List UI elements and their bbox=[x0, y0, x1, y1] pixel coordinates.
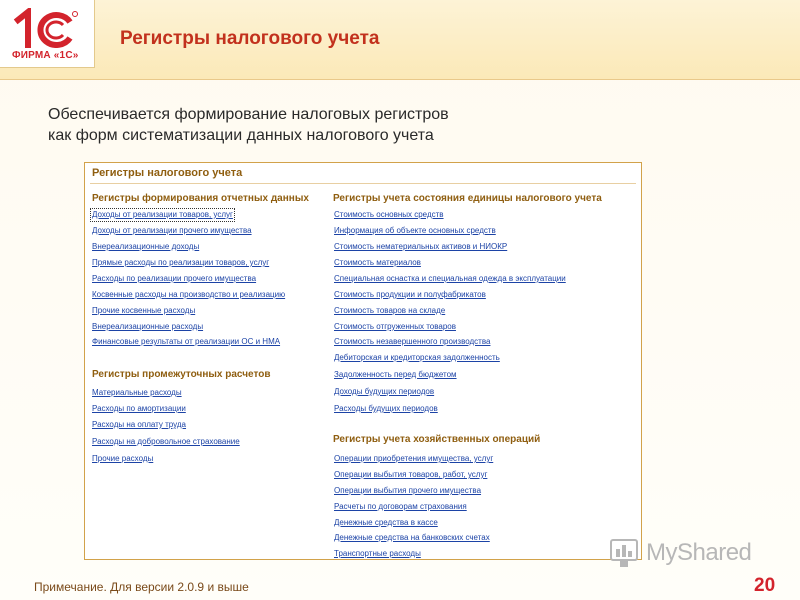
register-link[interactable]: Прочие косвенные расходы bbox=[92, 306, 196, 315]
section-heading-reporting: Регистры формирования отчетных данных bbox=[92, 193, 309, 204]
panel-divider bbox=[90, 183, 636, 184]
register-link[interactable]: Доходы будущих периодов bbox=[334, 387, 435, 396]
register-link[interactable]: Прочие расходы bbox=[92, 454, 154, 463]
register-link[interactable]: Задолженность перед бюджетом bbox=[334, 370, 457, 379]
subtitle bbox=[48, 104, 648, 146]
slide-title: Регистры налогового учета bbox=[120, 28, 380, 49]
register-link[interactable]: Дебиторская и кредиторская задолженность bbox=[334, 353, 500, 362]
logo-text: ФИРМА «1С» bbox=[12, 50, 79, 61]
page-number: 20 bbox=[754, 575, 776, 596]
register-link[interactable]: Косвенные расходы на производство и реализацию bbox=[92, 290, 286, 299]
tax-registers-panel bbox=[84, 162, 642, 560]
register-link[interactable]: Стоимость товаров на складе bbox=[334, 306, 446, 315]
register-link[interactable]: Расходы по реализации прочего имущества bbox=[92, 274, 257, 283]
register-link[interactable]: Расходы будущих периодов bbox=[334, 404, 438, 413]
register-link[interactable]: Информация об объекте основных средств bbox=[334, 226, 496, 235]
section-heading-unit-state: Регистры учета состояния единицы налогового учета bbox=[333, 193, 602, 204]
register-link[interactable]: Денежные средства на банковских счетах bbox=[334, 533, 490, 542]
register-link[interactable]: Транспортные расходы bbox=[334, 549, 421, 558]
section-heading-intermediate: Регистры промежуточных расчетов bbox=[92, 369, 271, 380]
register-link[interactable]: Доходы от реализации прочего имущества bbox=[92, 226, 252, 235]
register-link[interactable]: Прямые расходы по реализации товаров, услуг bbox=[92, 258, 270, 267]
register-link[interactable]: Стоимость незавершенного производства bbox=[334, 337, 491, 346]
register-link[interactable]: Стоимость основных средств bbox=[334, 210, 444, 219]
section-heading-operations: Регистры учета хозяйственных операций bbox=[333, 434, 541, 445]
register-link[interactable]: Расходы по амортизации bbox=[92, 404, 186, 413]
register-link[interactable]: Финансовые результаты от реализации ОС и НМА bbox=[92, 337, 281, 346]
register-link[interactable]: Материальные расходы bbox=[92, 388, 182, 397]
register-link[interactable]: Специальная оснастка и специальная одежда в эксплуатации bbox=[334, 274, 566, 283]
register-link[interactable]: Расходы на оплату труда bbox=[92, 420, 187, 429]
register-link[interactable]: Стоимость материалов bbox=[334, 258, 421, 267]
register-link[interactable]: Расходы на добровольное страхование bbox=[92, 437, 240, 446]
subtitle-line: Обеспечивается формирование налоговых регистров bbox=[48, 106, 449, 123]
register-link[interactable]: Операции выбытия товаров, работ, услуг bbox=[334, 470, 488, 479]
footer-note: Примечание. Для версии 2.0.9 и выше bbox=[34, 580, 249, 594]
subtitle-line: как форм систематизации данных налогового учета bbox=[48, 127, 434, 144]
myshared-watermark bbox=[606, 537, 766, 573]
register-link[interactable]: Внереализационные доходы bbox=[92, 242, 200, 251]
logo bbox=[0, 0, 95, 68]
register-link[interactable]: Операции приобретения имущества, услуг bbox=[334, 454, 494, 463]
register-link[interactable]: Расчеты по договорам страхования bbox=[334, 502, 467, 511]
panel-title: Регистры налогового учета bbox=[92, 167, 243, 179]
watermark-text: MyShared bbox=[646, 539, 752, 566]
register-link[interactable]: Внереализационные расходы bbox=[92, 322, 204, 331]
myshared-logo-icon bbox=[610, 539, 642, 569]
register-link[interactable]: Доходы от реализации товаров, услуг bbox=[92, 210, 233, 219]
register-link[interactable]: Операции выбытия прочего имущества bbox=[334, 486, 482, 495]
register-link[interactable]: Денежные средства в кассе bbox=[334, 518, 438, 527]
register-link[interactable]: Стоимость продукции и полуфабрикатов bbox=[334, 290, 486, 299]
register-link[interactable]: Стоимость отгруженных товаров bbox=[334, 322, 456, 331]
register-link[interactable]: Стоимость нематериальных активов и НИОКР bbox=[334, 242, 508, 251]
1c-logo-icon bbox=[12, 8, 82, 48]
